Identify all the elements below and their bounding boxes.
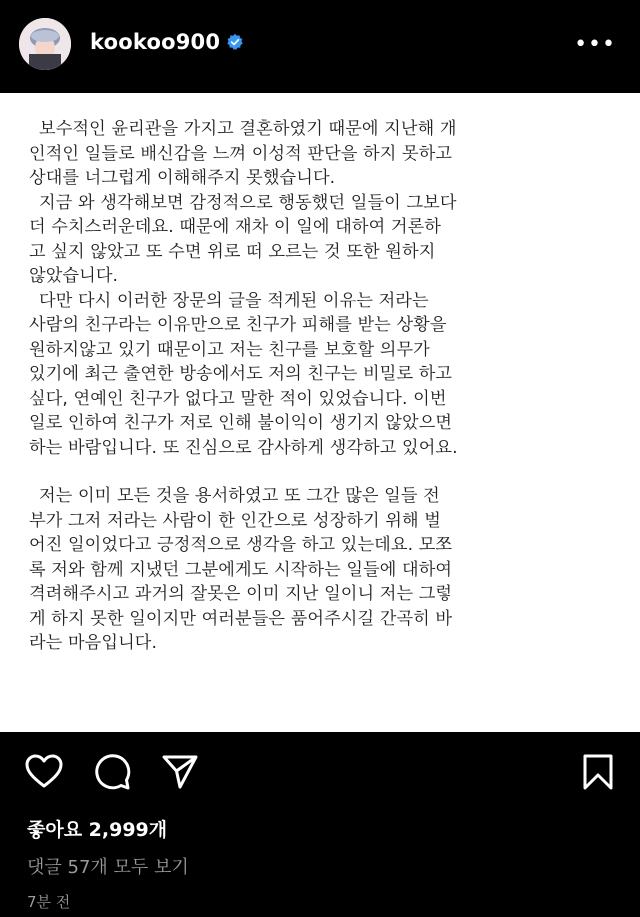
text-line: 다만 다시 이러한 장문의 글을 적게된 이유는 저라는 [39, 290, 429, 311]
text-line: 게 하지 못한 일이지만 여러분들은 품어주시길 간곡히 바 [29, 608, 453, 629]
text-line: 어진 일이었다고 긍정적으로 생각을 하고 있는데요. 모쪼 [29, 535, 453, 555]
text-line: 라는 마음입니다. [29, 633, 158, 653]
post-header [0, 0, 640, 93]
like-count[interactable]: 좋아요 2,999개 [27, 819, 168, 841]
text-line: 격려해주시고 과거의 잘못은 이미 지난 일이니 저는 그렇 [29, 584, 453, 604]
text-line: 하는 바람입니다. 또 진심으로 감사하게 생각하고 있어요. [29, 437, 458, 458]
username-link[interactable] [90, 30, 244, 54]
paragraph-4 [29, 484, 613, 656]
send-icon[interactable] [160, 752, 200, 792]
view-comments-link[interactable]: 댓글 57개 모두 보기 [27, 857, 189, 878]
avatar[interactable] [19, 18, 71, 70]
heart-icon[interactable] [24, 752, 64, 792]
text-line: 있기에 최근 출연한 방송에서도 저의 친구는 비밀로 하고 [29, 364, 453, 384]
text-line: 상대를 너그럽게 이해해주지 못했습니다. [29, 168, 336, 188]
text-line: 지금 와 생각해보면 감정적으로 행동했던 일들이 그보다 [39, 192, 457, 213]
more-options-icon[interactable]: ••• [574, 32, 616, 57]
paragraph-gap [29, 460, 613, 484]
post-timestamp: 7분 전 [27, 893, 71, 911]
bookmark-icon[interactable] [578, 752, 618, 792]
text-line: 고 싶지 않았고 또 수면 위로 떠 오르는 것 또한 원하지 [29, 241, 436, 262]
text-line: 원하지않고 있기 때문이고 저는 친구를 보호할 의무가 [29, 339, 430, 360]
post-actions [0, 740, 640, 802]
text-line: 더 수치스러운데요. 때문에 재차 이 일에 대하여 거론하 [29, 217, 441, 237]
text-line: 않았습니다. [29, 266, 119, 286]
paragraph-2 [29, 191, 613, 289]
text-line: 사람의 친구라는 이유만으로 친구가 피해를 받는 상황을 [29, 315, 447, 335]
text-line: 부가 그저 저라는 사람이 한 인간으로 성장하기 위해 벌 [29, 510, 441, 531]
text-line: 보수적인 윤리관을 가지고 결혼하였기 때문에 지난해 개 [39, 119, 457, 139]
verified-badge-icon [226, 33, 244, 51]
username-text: kookoo900 [90, 30, 221, 54]
text-line: 일로 인하여 친구가 저로 인해 불이익이 생기지 않았으면 [29, 413, 453, 433]
post-text [29, 117, 613, 656]
comment-icon[interactable] [93, 752, 133, 792]
text-line: 저는 이미 모든 것을 용서하였고 또 그간 많은 일들 전 [39, 486, 440, 506]
post-image [0, 93, 640, 732]
text-line: 인적인 일들로 배신감을 느껴 이성적 판단을 하지 못하고 [29, 143, 453, 164]
paragraph-1 [29, 117, 613, 191]
text-line: 싶다, 연예인 친구가 없다고 말한 적이 있었습니다. 이번 [29, 388, 447, 409]
text-line: 록 저와 함께 지냈던 그분에게도 시작하는 일들에 대하여 [29, 559, 453, 580]
paragraph-3 [29, 289, 613, 461]
